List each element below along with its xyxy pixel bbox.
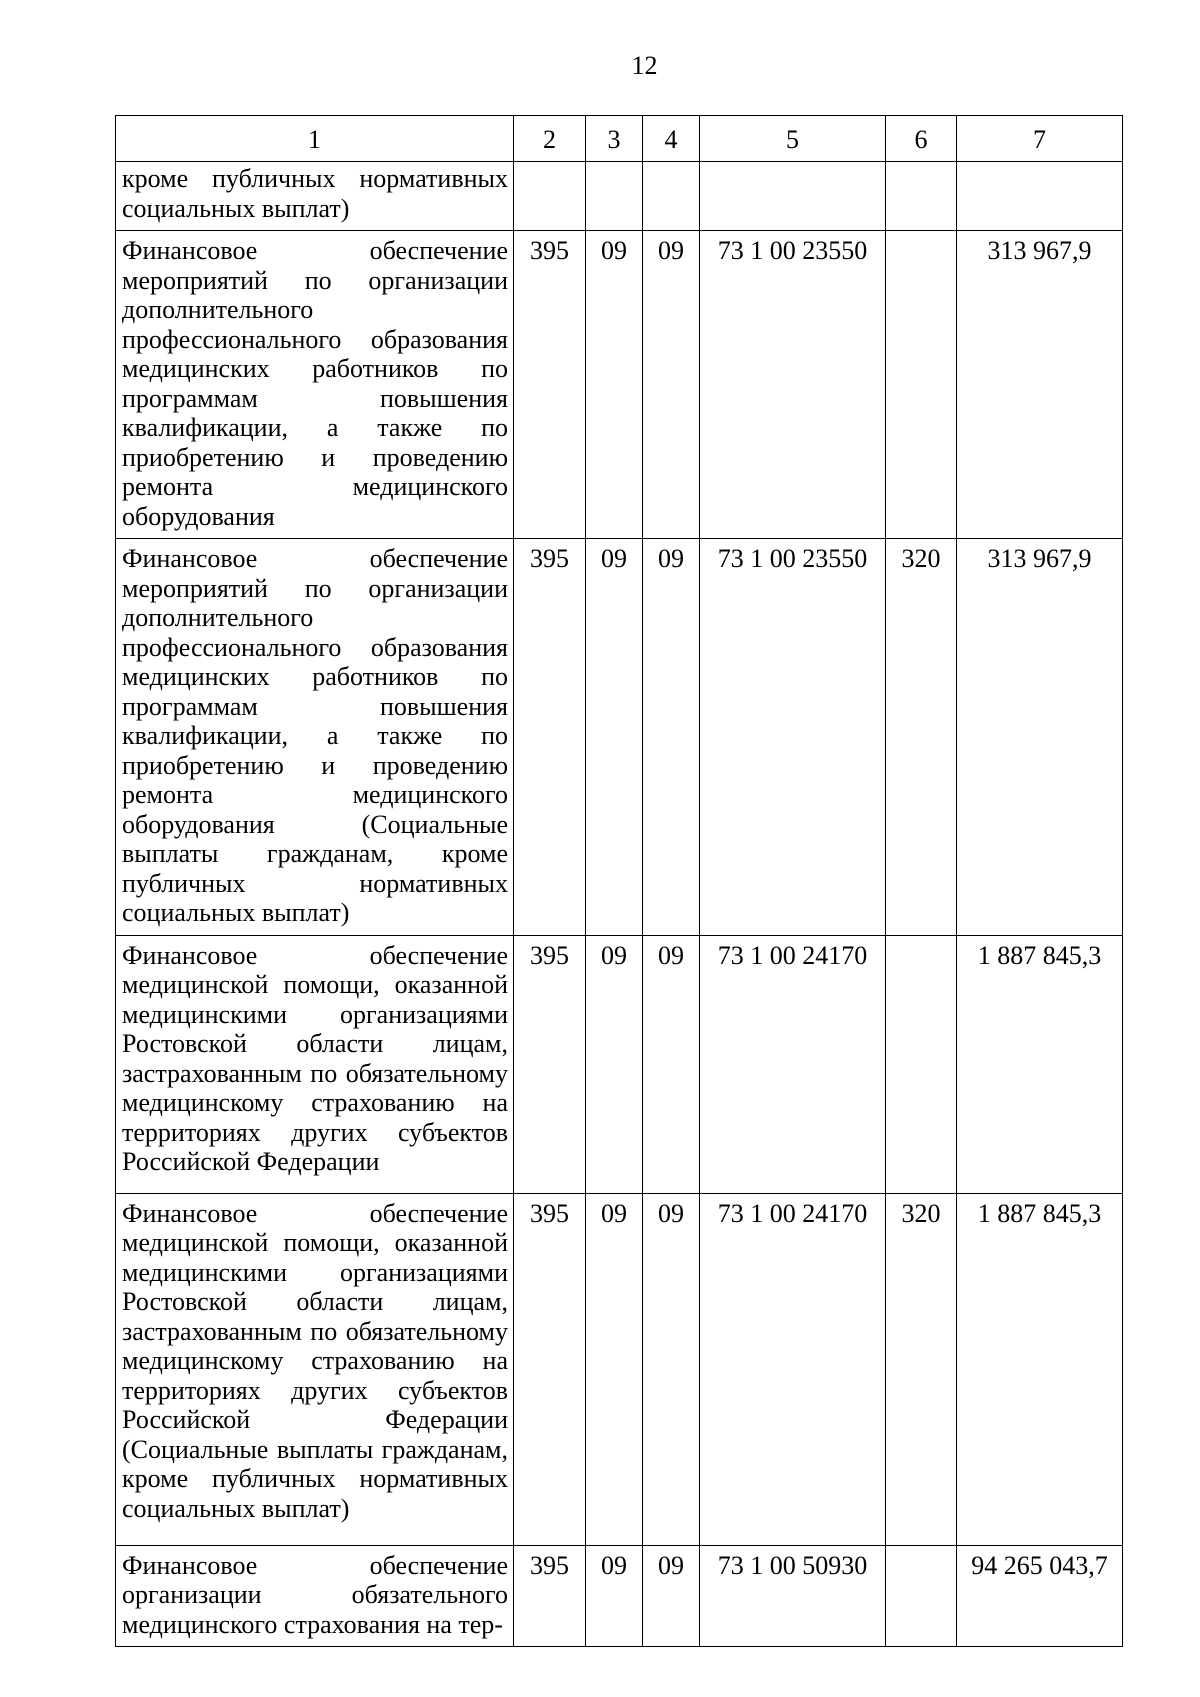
header-col-4: 4	[643, 116, 700, 162]
row-col-3: 09	[586, 1545, 643, 1647]
row-col-2: 395	[514, 231, 586, 539]
row-col-6	[886, 1545, 957, 1647]
table-header-row	[116, 116, 1123, 162]
row-col-6: 320	[886, 1193, 957, 1545]
row-col-5: 73 1 00 23550	[700, 231, 886, 539]
row-col-2: 395	[514, 539, 586, 936]
page-number: 12	[631, 51, 658, 80]
row-col-6	[886, 162, 957, 231]
row-col-4	[643, 162, 700, 231]
row-col-3: 09	[586, 1193, 643, 1545]
row-col-7	[957, 162, 1123, 231]
row-col-4: 09	[643, 1545, 700, 1647]
row-col-3: 09	[586, 935, 643, 1193]
table-row	[116, 162, 1123, 231]
row-col-6: 320	[886, 539, 957, 936]
row-col-5: 73 1 00 50930	[700, 1545, 886, 1647]
header-col-3: 3	[586, 116, 643, 162]
row-description: Финансовое обеспечение организации обязательного медицинского страхования на тер-	[116, 1545, 514, 1647]
row-description: Финансовое обеспечение мероприятий по организации дополнительного профессионального образования медицинских работников по программам повышения квалификации, а также по приобретению и проведению ремонта медицинского оборудования	[116, 231, 514, 539]
row-col-7: 313 967,9	[957, 231, 1123, 539]
row-col-5: 73 1 00 24170	[700, 935, 886, 1193]
row-col-4: 09	[643, 539, 700, 936]
table-row	[116, 1545, 1123, 1647]
row-col-2	[514, 162, 586, 231]
row-col-3: 09	[586, 539, 643, 936]
row-col-3: 09	[586, 231, 643, 539]
row-col-5: 73 1 00 23550	[700, 539, 886, 936]
row-col-7: 94 265 043,7	[957, 1545, 1123, 1647]
row-col-4: 09	[643, 935, 700, 1193]
table-row	[116, 539, 1123, 936]
row-col-7: 1 887 845,3	[957, 935, 1123, 1193]
row-description: кроме публичных нормативных социальных выплат)	[116, 162, 514, 231]
row-col-7: 313 967,9	[957, 539, 1123, 936]
budget-table	[115, 115, 1123, 1647]
row-col-5: 73 1 00 24170	[700, 1193, 886, 1545]
row-description: Финансовое обеспечение мероприятий по организации дополнительного профессионального образования медицинских работников по программам повышения квалификации, а также по приобретению и проведению ремонта медицинского оборудования (Социальные выплаты гражданам, кроме публичных нормативных социальных выплат)	[116, 539, 514, 936]
row-col-2: 395	[514, 935, 586, 1193]
header-col-5: 5	[700, 116, 886, 162]
row-col-4: 09	[643, 1193, 700, 1545]
row-col-6	[886, 935, 957, 1193]
row-col-3	[586, 162, 643, 231]
table-row	[116, 231, 1123, 539]
header-col-2: 2	[514, 116, 586, 162]
row-description: Финансовое обеспечение медицинской помощи, оказанной медицинскими организациями Ростовской области лицам, застрахованным по обязательному медицинскому страхованию на территориях других субъектов Российской Федерации	[116, 935, 514, 1193]
table-row	[116, 935, 1123, 1193]
row-col-2: 395	[514, 1193, 586, 1545]
header-col-1: 1	[116, 116, 514, 162]
table-row	[116, 1193, 1123, 1545]
row-col-4: 09	[643, 231, 700, 539]
row-col-5	[700, 162, 886, 231]
row-col-7: 1 887 845,3	[957, 1193, 1123, 1545]
row-col-2: 395	[514, 1545, 586, 1647]
row-description: Финансовое обеспечение медицинской помощи, оказанной медицинскими организациями Ростовской области лицам, застрахованным по обязательному медицинскому страхованию на территориях других субъектов Российской Федерации (Социальные выплаты гражданам, кроме публичных нормативных социальных выплат)	[116, 1193, 514, 1545]
row-col-6	[886, 231, 957, 539]
header-col-7: 7	[957, 116, 1123, 162]
header-col-6: 6	[886, 116, 957, 162]
